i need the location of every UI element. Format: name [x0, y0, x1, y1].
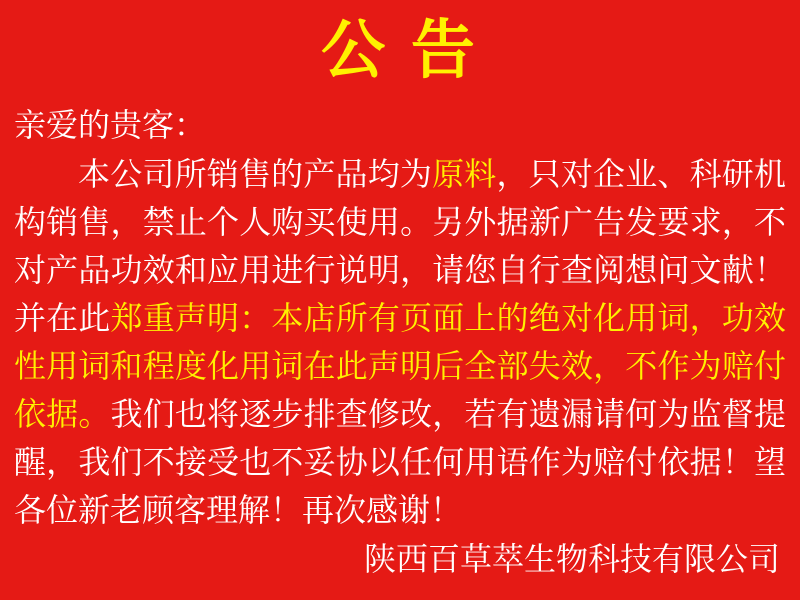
highlight-raw-material: 原料 [432, 156, 497, 192]
company-signature: 陕西百草萃生物科技有限公司 [363, 541, 780, 577]
body-text-segment: ，只对企业、科研机构销售，禁止个人购买使用。另外据新广告发要求，不对产品功效和应用进行说明，请您自行查阅想问文献！并在此 [14, 156, 786, 336]
announcement-body [14, 150, 786, 534]
greeting-line: 亲爱的贵客： [14, 107, 207, 143]
announcement-title: 公 告 [321, 14, 479, 86]
body-text-segment: 我们也将逐步排查修改，若有遗漏请何为监督提醒，我们不接受也不妥协以任何用语作为赔付依据！望各位新老顾客理解！再次感谢！ [14, 396, 786, 528]
highlight-solemn-declaration: 郑重声明：本店所有页面上的绝对化用词，功效性用词和程度化用词在此声明后全部失效，不作为赔付依据。 [14, 300, 786, 432]
body-text-segment: 本公司所销售的产品均为 [78, 156, 433, 192]
